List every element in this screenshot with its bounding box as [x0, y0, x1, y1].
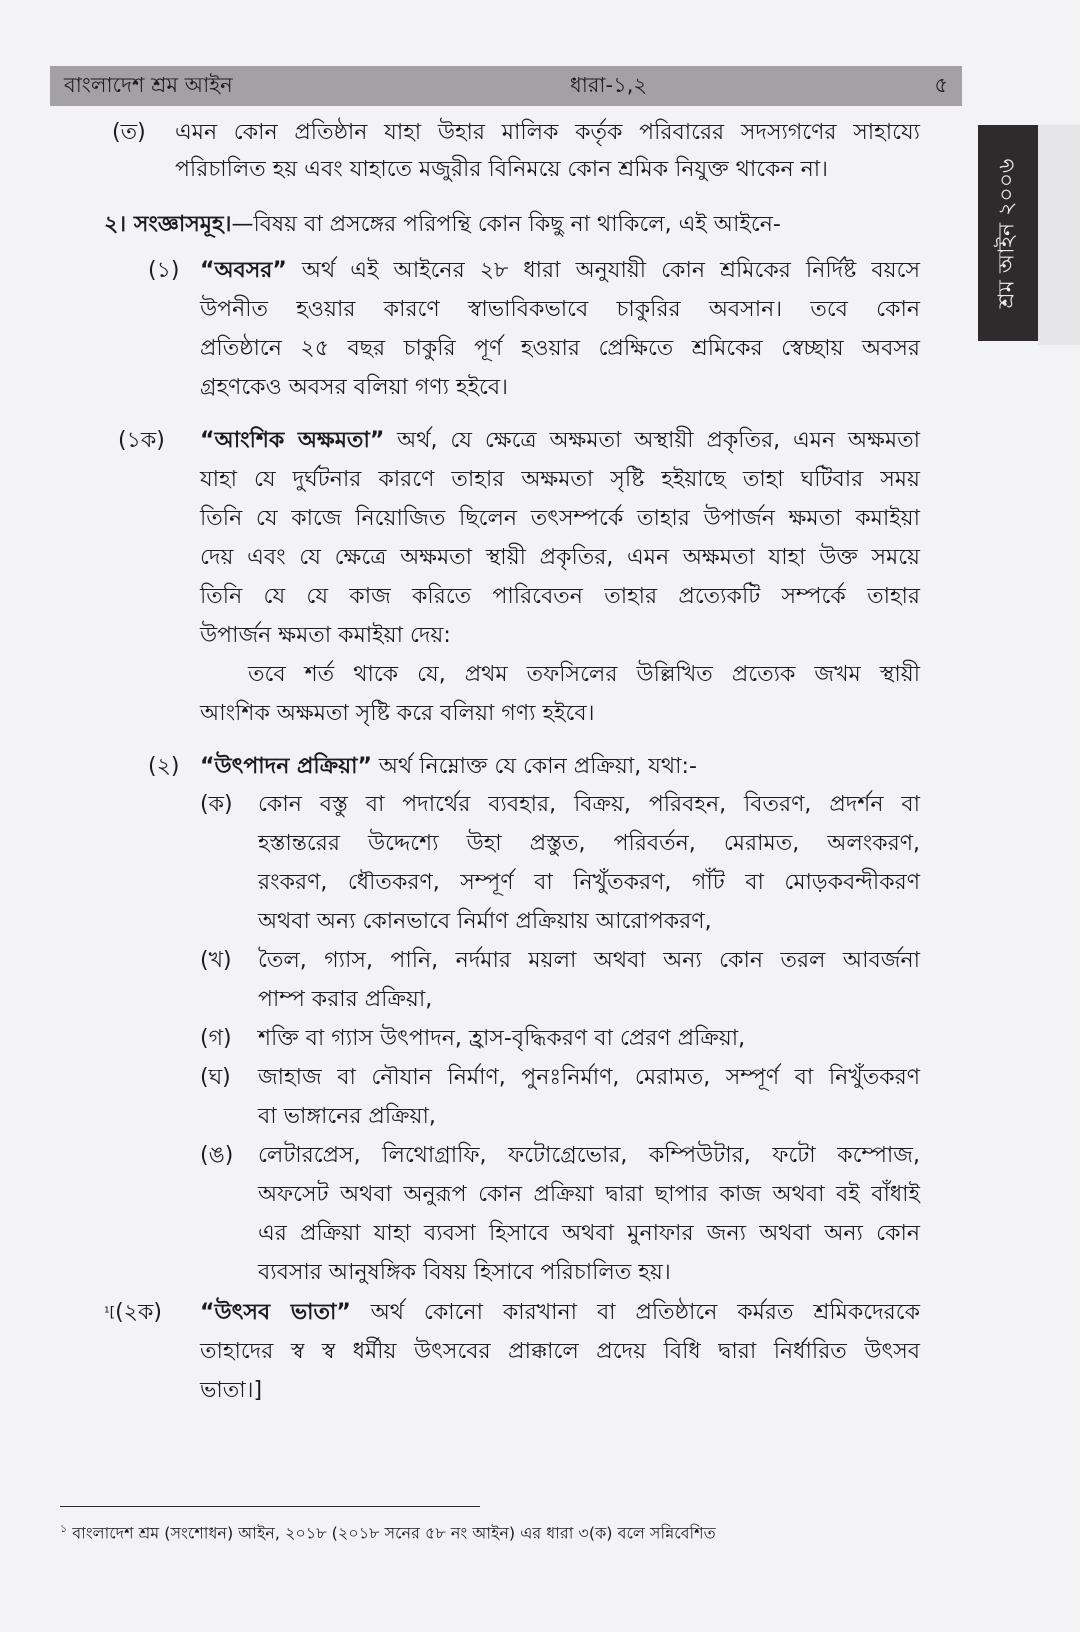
definition-label: (১ক) — [118, 428, 165, 453]
definition-label: (২) — [148, 754, 180, 779]
footnote-divider — [60, 1506, 480, 1507]
clause-line: এমন কোন প্রতিষ্ঠান যাহা উহার মালিক কর্তৃক পরিবারের সদস্যগণের সাহায্যে — [175, 120, 920, 145]
item-line: অথবা অন্য কোনভাবে নির্মাণ প্রক্রিয়ায় আরোপকরণ, — [258, 909, 712, 934]
item-label: (গ) — [200, 1026, 232, 1051]
definition-term: “অবসর” — [200, 258, 287, 283]
item-line: রংকরণ, ধৌতকরণ, সম্পূর্ণ বা নিখুঁতকরণ, গাঁট বা মোড়কবন্দীকরণ — [258, 870, 920, 895]
side-thumb-tab — [978, 125, 1038, 341]
definition-line: তিনি যে যে কাজ করিতে পারিবেতন তাহার প্রত্যেকটি সম্পর্কে তাহার — [200, 584, 920, 609]
side-tab-shadow — [1038, 125, 1080, 345]
definition-label: (১) — [148, 258, 180, 283]
item-label: (খ) — [200, 948, 232, 973]
section-intro: —বিষয় বা প্রসঙ্গের পরিপন্থি কোন কিছু না থাকিলে, এই আইনে- — [231, 212, 781, 237]
definition-line: দেয় এবং যে ক্ষেত্রে অক্ষমতা স্থায়ী প্রকৃতির, এমন অক্ষমতা যাহা উক্ত সময়ে — [200, 545, 920, 570]
item-line: এর প্রক্রিয়া যাহা ব্যবসা হিসাবে অথবা মুনাফার জন্য অথবা অন্য কোন — [258, 1221, 920, 1246]
definition-line: উপনীত হওয়ার কারণে স্বাভাবিকভাবে চাকুরির অবসান। তবে কোন — [200, 297, 920, 322]
definition-line: ভাতা।] — [200, 1378, 263, 1403]
definition-term: “উৎপাদন প্রক্রিয়া” — [200, 754, 372, 779]
side-tab-label: শ্রম আইন ২০০৬ — [994, 158, 1020, 308]
footnote-text: বাংলাদেশ শ্রম (সংশোধন) আইন, ২০১৮ (২০১৮ সনের ৫৮ নং আইন) এর ধারা ৩(ক) বলে সন্নিবেশিত — [72, 1523, 716, 1543]
definition-line: উপার্জন ক্ষমতা কমাইয়া দেয়: — [200, 623, 451, 648]
item-line: লেটারপ্রেস, লিথোগ্রাফি, ফটোগ্রেভোর, কম্পিউটার, ফটো কম্পোজ, — [258, 1143, 920, 1168]
definition-line: তাহাদের স্ব স্ব ধর্মীয় উৎসবের প্রাক্কালে প্রদেয় বিধি দ্বারা নির্ধারিত উৎসব — [200, 1339, 920, 1364]
definition-line: যাহা যে দুর্ঘটনার কারণে তাহার অক্ষমতা সৃষ্টি হইয়াছে তাহা ঘটিবার সময় — [200, 467, 920, 492]
item-line: জাহাজ বা নৌযান নির্মাণ, পুনঃনির্মাণ, মেরামত, সম্পূর্ণ বা নিখুঁতকরণ — [258, 1065, 920, 1090]
item-line: অফসেট অথবা অনুরূপ কোন প্রক্রিয়া দ্বারা ছাপার কাজ অথবা বই বাঁধাই — [258, 1182, 920, 1207]
definition-line: প্রতিষ্ঠানে ২৫ বছর চাকুরি পূর্ণ হওয়ার প্রেক্ষিতে শ্রমিকের স্বেচ্ছায় অবসর — [200, 336, 920, 361]
item-line: বা ভাঙ্গানের প্রক্রিয়া, — [258, 1104, 436, 1129]
item-line: ব্যবসার আনুষঙ্গিক বিষয় হিসাবে পরিচালিত হয়। — [258, 1260, 671, 1285]
definition-line: “উৎপাদন প্রক্রিয়া” অর্থ নিম্নোক্ত যে কোন প্রক্রিয়া, যথা:- — [200, 754, 697, 779]
item-line: কোন বস্তু বা পদার্থের ব্যবহার, বিক্রয়, পরিবহন, বিতরণ, প্রদর্শন বা — [258, 792, 920, 817]
definition-line: “অবসর” অর্থ এই আইনের ২৮ ধারা অনুযায়ী কোন শ্রমিকের নির্দিষ্ট বয়সে — [200, 258, 920, 283]
item-line: হস্তান্তরের উদ্দেশ্যে উহা প্রস্তুত, পরিবর্তন, মেরামত, অলংকরণ, — [258, 831, 920, 856]
proviso-line: আংশিক অক্ষমতা সৃষ্টি করে বলিয়া গণ্য হইবে। — [200, 701, 595, 726]
definition-label: $^{^1[}$(২ক) — [104, 1300, 162, 1325]
section-reference: ধারা-১,২ — [570, 72, 648, 97]
proviso-line: তবে শর্ত থাকে যে, প্রথম তফসিলের উল্লিখিত প্রত্যেক জখম স্থায়ী — [248, 662, 920, 687]
footnote — [60, 1518, 716, 1544]
definition-term: “আংশিক অক্ষমতা” — [200, 428, 385, 453]
page-number: ৫ — [934, 72, 948, 97]
definition-line: গ্রহণকেও অবসর বলিয়া গণ্য হইবে। — [200, 375, 508, 400]
amendment-marker: ¹[ — [104, 1305, 116, 1321]
definition-line: “আংশিক অক্ষমতা” অর্থ, যে ক্ষেত্রে অক্ষমতা অস্থায়ী প্রকৃতির, এমন অক্ষমতা — [200, 428, 920, 453]
book-title: বাংলাদেশ শ্রম আইন — [64, 72, 233, 97]
running-header — [50, 66, 962, 106]
item-label: (ক) — [200, 792, 233, 817]
item-label: (ঘ) — [200, 1065, 231, 1090]
definition-line: “উৎসব ভাতা” অর্থ কোনো কারখানা বা প্রতিষ্ঠানে কর্মরত শ্রমিকদেরকে — [200, 1300, 920, 1325]
section-heading-line — [104, 210, 781, 240]
bleed-through-text — [120, 164, 126, 188]
footnote-number: ১ — [60, 1522, 68, 1535]
definition-line: তিনি যে কাজে নিয়োজিত ছিলেন তৎসম্পর্কে তাহার উপার্জন ক্ষমতা কমাইয়া — [200, 506, 920, 531]
item-line: শক্তি বা গ্যাস উৎপাদন, হ্রাস-বৃদ্ধিকরণ বা প্রেরণ প্রক্রিয়া, — [258, 1026, 746, 1051]
section-heading: ২। সংজ্ঞাসমূহ। — [104, 212, 232, 237]
clause-label: (ত) — [112, 120, 146, 145]
clause-line: পরিচালিত হয় এবং যাহাতে মজুরীর বিনিময়ে কোন শ্রমিক নিযুক্ত থাকেন না। — [175, 157, 828, 182]
definition-term: “উৎসব ভাতা” — [200, 1300, 351, 1325]
item-line: পাম্প করার প্রক্রিয়া, — [258, 987, 433, 1012]
item-line: তৈল, গ্যাস, পানি, নর্দমার ময়লা অথবা অন্য কোন তরল আবর্জনা — [258, 948, 920, 973]
item-label: (ঙ) — [200, 1143, 234, 1168]
